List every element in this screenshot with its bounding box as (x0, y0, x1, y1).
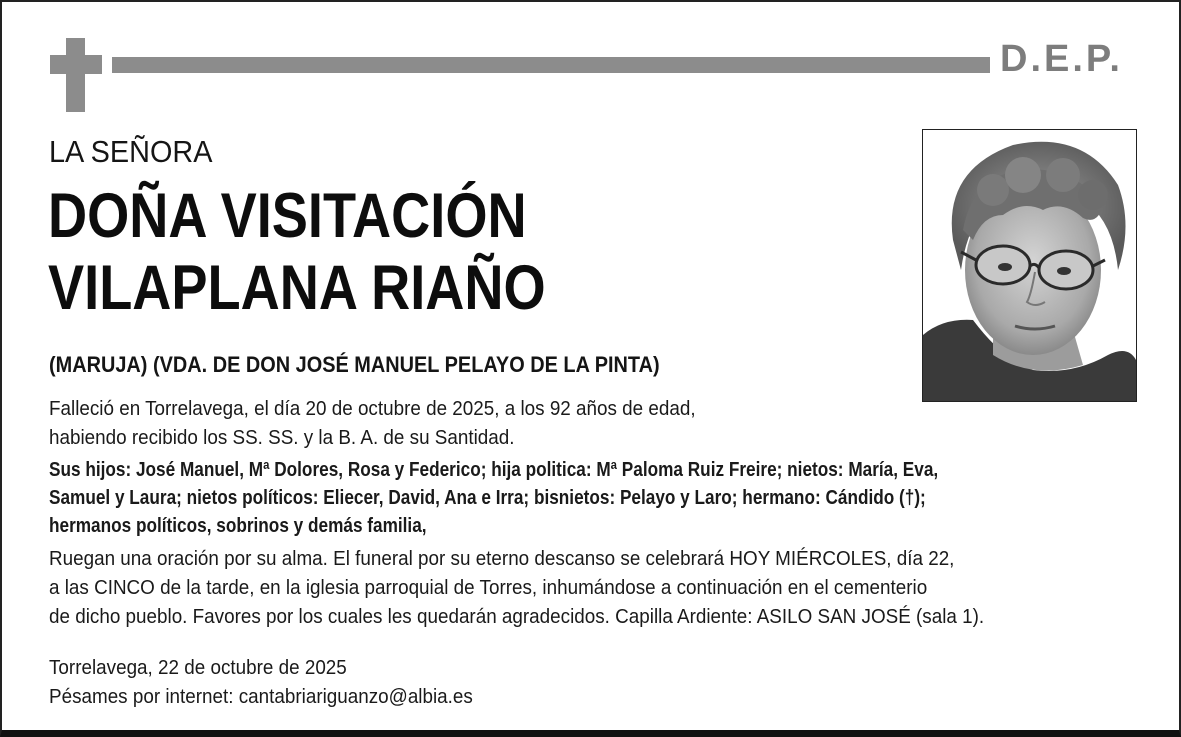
funeral-line: de dicho pueblo. Favores por los cuales les quedarán agradecidos. Capilla Ardiente: ASILO SAN JOSÉ (sala 1). (49, 605, 985, 628)
death-notice (49, 394, 696, 452)
portrait-image (923, 130, 1136, 401)
nickname-widow-line: (MARUJA) (VDA. DE DON JOSÉ MANUEL PELAYO DE LA PINTA) (49, 352, 660, 377)
portrait-photo (922, 129, 1137, 402)
dep-label: D.E.P. (1000, 38, 1123, 80)
footer (49, 653, 473, 711)
header-rule (112, 57, 990, 73)
family-list (49, 456, 938, 540)
funeral-line: a las CINCO de la tarde, en la iglesia parroquial de Torres, inhumándose a continuación en el cementerio (49, 576, 928, 599)
death-notice-line: habiendo recibido los SS. SS. y la B. A. de su Santidad. (49, 426, 515, 449)
funeral-details (49, 544, 984, 631)
family-line: hermanos políticos, sobrinos y demás familia, (49, 515, 427, 537)
name-line-1: DOÑA VISITACIÓN (48, 181, 527, 251)
condolences-email: Pésames por internet: cantabriariguanzo@albia.es (49, 685, 473, 708)
cross-icon (50, 38, 102, 112)
name-line-2: VILAPLANA RIAÑO (48, 253, 546, 323)
death-notice-line: Falleció en Torrelavega, el día 20 de octubre de 2025, a los 92 años de edad, (49, 397, 696, 420)
honorific: LA SEÑORA (49, 134, 213, 169)
family-line: Samuel y Laura; nietos políticos: Eliecer, David, Ana e Irra; bisnietos: Pelayo y Laro; hermano: Cándido (†); (49, 487, 926, 509)
place-date: Torrelavega, 22 de octubre de 2025 (49, 656, 347, 679)
funeral-line: Ruegan una oración por su alma. El funeral por su eterno descanso se celebrará HOY MIÉRCOLES, día 22, (49, 547, 955, 570)
family-line: Sus hijos: José Manuel, Mª Dolores, Rosa y Federico; hija politica: Mª Paloma Ruiz Freire; nietos: María, Eva, (49, 459, 939, 481)
deceased-name (48, 180, 546, 324)
